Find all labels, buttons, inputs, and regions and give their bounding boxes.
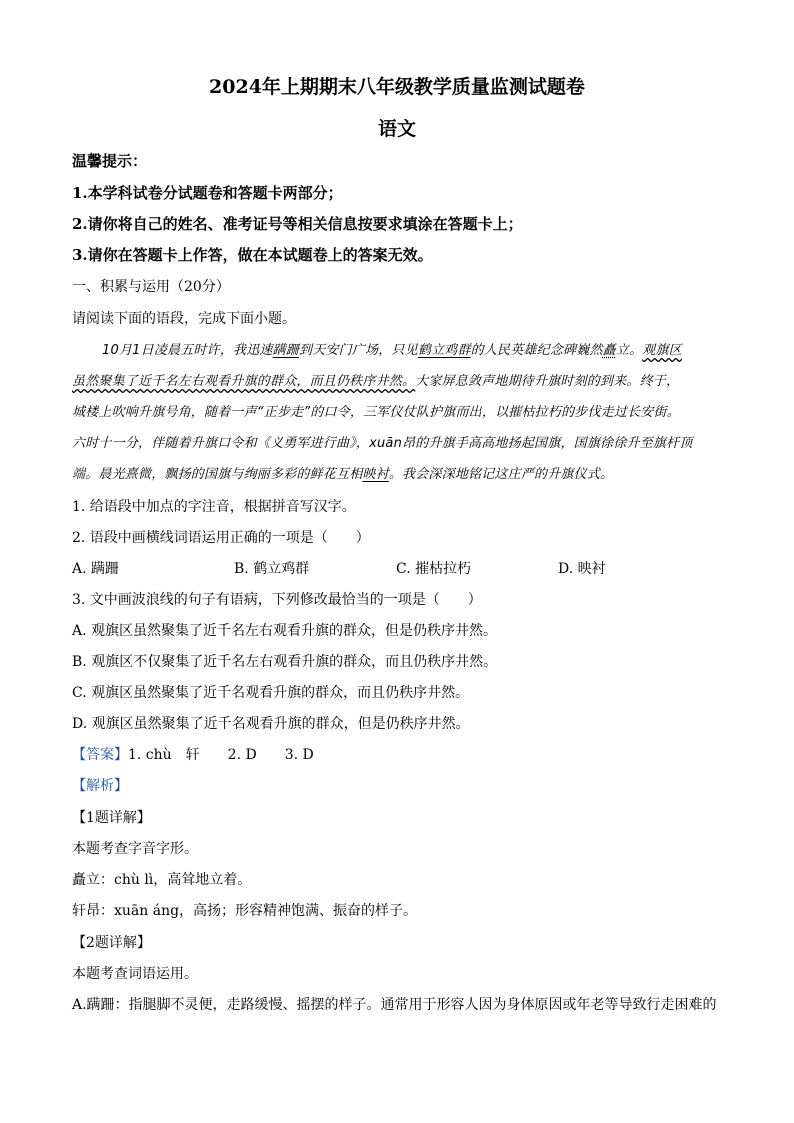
tip-1: 1.本学科试卷分试题卷和答题卡两部分； (72, 184, 343, 202)
answer-text: 1. chù 轩 2. D 3. D (128, 747, 314, 763)
q2-option-c: C. 摧枯拉朽 (396, 561, 472, 577)
answer-tag: 【答案】 (72, 747, 128, 763)
q3-option-b: B. 观旗区不仅聚集了近千名左右观看升旗的群众，而且仍秩序井然。 (72, 654, 498, 670)
tip-2: 2.请你将自己的姓名、准考证号等相关信息按要求填涂在答题卡上； (72, 215, 523, 233)
exam-title: 2024年上期期末八年级教学质量监测试题卷 (209, 76, 585, 98)
detail-1-text: 本题考查字音字形。 (72, 841, 198, 857)
subject-title: 语文 (377, 118, 416, 140)
underlined-word: 蹒跚 (272, 343, 300, 358)
detail-2-text: 本题考查词语运用。 (72, 966, 198, 982)
question-1: 1. 给语段中加点的字注音，根据拼音写汉字。 (72, 499, 356, 515)
passage-line-4: 六时十一分，伴随着升旗口令和《义勇军进行曲》，xuān昂的升旗手高高地扬起国旗，国旗徐徐升至旗杆顶 (72, 436, 693, 451)
underlined-word: 鹤立鸡群 (417, 343, 471, 358)
detail-2-item-a: A.蹒跚：指腿脚不灵便，走路缓慢、摇摆的样子。通常用于形容人因为身体原因或年老等导致行走困难的 (72, 997, 717, 1013)
passage-line-2: 虽然聚集了近千名左右观看升旗的群众，而且仍秩序井然。大家屏息敛声地期待升旗时刻的到来。终于， (72, 374, 680, 389)
q2-option-d: D. 映衬 (558, 561, 606, 577)
wavy-sentence: 虽然聚集了近千名左右观看升旗的群众，而且仍秩序井然。 (72, 374, 416, 389)
q3-option-a: A. 观旗区虽然聚集了近千名左右观看升旗的群众，但是仍秩序井然。 (72, 623, 498, 639)
detail-1-item-a: 矗立：chù lì，高耸地立着。 (72, 872, 252, 888)
q3-option-d: D. 观旗区虽然聚集了近千名观看升旗的群众，但是仍秩序井然。 (72, 716, 470, 732)
q2-option-b: B. 鹤立鸡群 (234, 561, 310, 577)
q3-option-c: C. 观旗区虽然聚集了近千名观看升旗的群众，而且仍秩序井然。 (72, 685, 470, 701)
passage-line-1: 10月1日凌晨五时许，我迅速蹒跚到天安门广场，只见鹤立鸡群的人民英雄纪念碑巍然矗立。观旗区 (102, 343, 682, 358)
tips-heading: 温馨提示： (72, 152, 148, 170)
passage-line-3: 城楼上吹响升旗号角，随着一声“正步走”的口令，三军仪仗队护旗而出，以摧枯拉朽的步伐走过长安街。 (72, 405, 680, 420)
detail-1-item-b: 轩昂：xuān áng，高扬；形容精神饱满、振奋的样子。 (72, 903, 418, 919)
question-2: 2. 语段中画横线词语运用正确的一项是（ ） (72, 530, 370, 546)
question-3: 3. 文中画波浪线的句子有语病，下列修改最恰当的一项是（ ） (72, 592, 482, 608)
underlined-word: 映衬 (362, 467, 389, 482)
q2-option-a: A. 蹒跚 (72, 561, 120, 577)
analysis-tag: 【解析】 (72, 778, 128, 794)
detail-1-tag: 【1题详解】 (72, 810, 151, 826)
dotted-char: 矗 (602, 343, 616, 358)
instruction: 请阅读下面的语段，完成下面小题。 (72, 311, 296, 327)
passage-line-5: 端。晨光熹微，飘扬的国旗与绚丽多彩的鲜花互相映衬。我会深深地铭记这庄严的升旗仪式。 (72, 467, 614, 482)
wavy-sentence: 观旗区 (642, 343, 682, 358)
answer-line (72, 744, 314, 764)
detail-2-tag: 【2题详解】 (72, 935, 151, 951)
section-heading: 一、积累与运用（20分） (72, 279, 230, 295)
tip-3: 3.请你在答题卡上作答，做在本试题卷上的答案无效。 (72, 246, 433, 264)
